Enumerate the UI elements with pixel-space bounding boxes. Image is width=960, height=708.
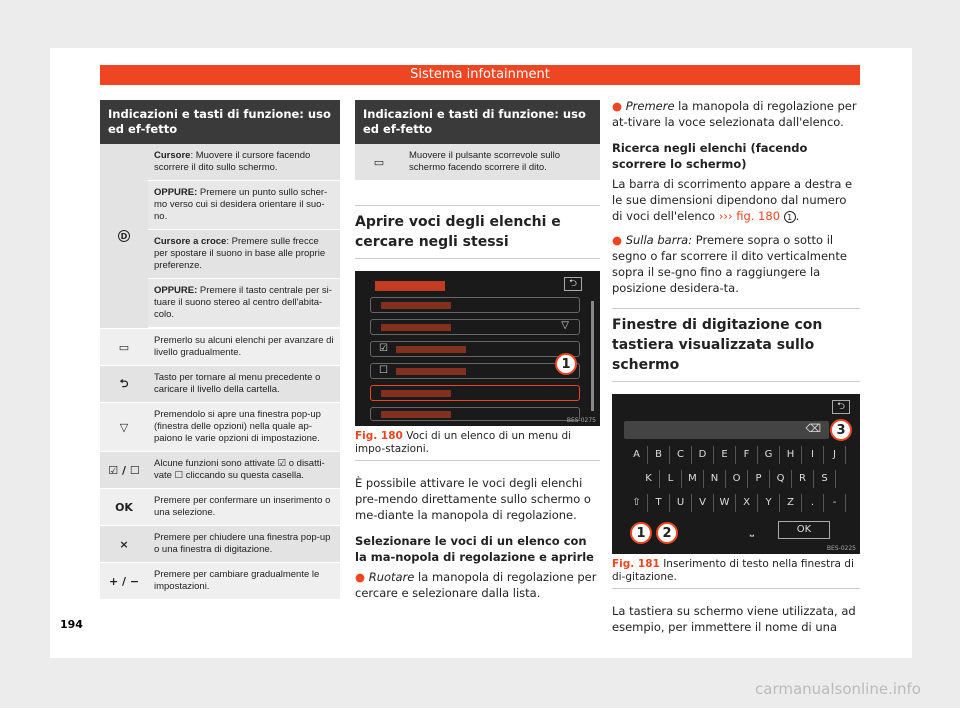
list-item: [370, 407, 580, 421]
list-item: ☑: [370, 341, 580, 357]
sub-item: Cursore: Muovere il cursore facendo scorrere il dito sullo schermo.: [148, 144, 340, 181]
sub-item: OPPURE: Premere il tasto centrale per si-tuare il suono stereo al centro dell'abita-colo.: [148, 279, 340, 328]
figure-caption: Fig. 181 Inserimento di testo nella finestra di di-gitazione.: [612, 554, 860, 589]
paragraph: La barra di scorrimento appare a destra e le sue dimensioni dipendono dal numero di voci dell'elenco ››› fig. 180 1 .: [612, 177, 853, 223]
list-item-selected: [370, 385, 580, 401]
key-U: U: [670, 494, 692, 512]
row-text: Premere per confermare un inserimento o una selezione.: [154, 495, 331, 518]
plus-minus-icon: + / −: [108, 574, 140, 588]
table-row: [100, 526, 340, 563]
key-I: I: [802, 446, 824, 464]
left-table: [100, 100, 340, 600]
key-P: P: [748, 470, 770, 488]
row-text: Premere per cambiare gradualmente le impostazioni.: [154, 569, 320, 592]
sub-item: OPPURE: Premere un punto sullo scher-mo verso cui si desidera orientare il suo-no.: [148, 181, 340, 230]
left-table-title: Indicazioni e tasti di funzione: uso ed ef-fetto: [100, 100, 340, 144]
list-item: ☐: [370, 363, 580, 379]
ok-button: OK: [778, 521, 830, 539]
section-heading: Aprire voci degli elenchi e cercare negli stessi: [355, 205, 600, 259]
checkbox-icon: ☑ / ☐: [108, 463, 140, 477]
back-icon: ⮌: [564, 277, 582, 291]
figure-code: BES-0225: [826, 545, 856, 552]
bullet: ● Premere la manopola di regolazione per at-tivare la voce selezionata dall'elenco.: [612, 99, 857, 129]
key-S: S: [814, 470, 836, 488]
cursor-symbol: [100, 144, 148, 328]
folder-icon: ▭: [118, 340, 130, 354]
section-heading: Finestre di digitazione con tastiera visualizzata sullo schermo: [612, 308, 860, 382]
table-row: [100, 563, 340, 600]
d-icon: D: [118, 230, 130, 242]
key-J: J: [824, 446, 846, 464]
scrollbar: [591, 301, 594, 411]
figure-code: BES-0275: [566, 417, 596, 424]
key-X: X: [736, 494, 758, 512]
key-M: M: [682, 470, 704, 488]
row-text: Premendolo si apre una finestra pop-up (finestra delle opzioni) nella quale ap-paiono le varie opzioni di impostazione.: [154, 409, 321, 444]
key-W: W: [714, 494, 736, 512]
row-text: Premere per chiudere una finestra pop-up o una finestra di digitazione.: [154, 532, 331, 555]
bullet: ● Sulla barra: Premere sopra o sotto il segno o far scorrere il dito verticalmente sopra il se-gno fino a raggiungere la posizione desidera-ta.: [612, 233, 847, 295]
paragraph: È possibile attivare le voci degli elenchi pre-mendo direttamente sullo schermo o me-diante la manopola di regolazione.: [355, 476, 591, 522]
table-row: [100, 366, 340, 403]
row-text: Muovere il pulsante scorrevole sullo schermo facendo scorrere il dito.: [409, 150, 561, 173]
back-icon: ⮌: [119, 376, 129, 390]
key-Z: Z: [780, 494, 802, 512]
key-Y: Y: [758, 494, 780, 512]
space-key: ⎵: [749, 524, 755, 537]
key--: -: [824, 494, 846, 512]
mid-column: [355, 100, 600, 601]
key-⇧: ⇧: [626, 494, 648, 512]
paragraph: La tastiera su schermo viene utilizzata, ad esempio, per immettere il nome di una: [612, 604, 856, 634]
ok-symbol: OK: [115, 500, 133, 514]
back-icon: ⮌: [832, 400, 850, 414]
table-row: [355, 144, 600, 181]
key-Q: Q: [770, 470, 792, 488]
subheading: Selezionare le voci di un elenco con la ma-nopola di regolazione e aprirle: [355, 534, 594, 564]
table-row: [100, 489, 340, 526]
title-bar: [375, 281, 445, 291]
key-T: T: [648, 494, 670, 512]
watermark: carmanualsonline.info: [755, 680, 921, 698]
close-icon: ×: [119, 537, 129, 551]
mid-table-title: Indicazioni e tasti di funzione: uso ed ef-fetto: [355, 100, 600, 144]
key-R: R: [792, 470, 814, 488]
key-E: E: [714, 446, 736, 464]
callout-group: [624, 522, 692, 542]
figure-caption: Fig. 180 Voci di un elenco di un menu di impo-stazioni.: [355, 426, 600, 461]
key-C: C: [670, 446, 692, 464]
bullet: ● Ruotare la manopola di regolazione per cercare e selezionare dalla lista.: [355, 570, 597, 600]
key-F: F: [736, 446, 758, 464]
sub-item: Cursore a croce: Premere sulle frecce per spostare il suono in base alle proprie preferenze.: [148, 230, 340, 279]
page-header: Sistema infotainment: [100, 65, 860, 85]
key-H: H: [780, 446, 802, 464]
table-row: [100, 329, 340, 366]
text-input: ⌫: [624, 421, 829, 439]
table-row: [100, 403, 340, 452]
key-B: B: [648, 446, 670, 464]
subheading: Ricerca negli elenchi (facendo scorrere lo schermo): [612, 141, 808, 171]
key-N: N: [704, 470, 726, 488]
key-V: V: [692, 494, 714, 512]
page-number: 194: [60, 618, 83, 631]
cursor-substack: [148, 144, 340, 328]
key-O: O: [726, 470, 748, 488]
key-L: L: [660, 470, 682, 488]
callout-1: 1: [630, 522, 652, 544]
key-K: K: [638, 470, 660, 488]
right-column: [612, 98, 860, 635]
key-.: .: [802, 494, 824, 512]
list-item: [370, 297, 580, 313]
callout-3: 3: [830, 419, 852, 441]
table-row: [100, 452, 340, 489]
figure-181: [612, 394, 860, 554]
row-text: Premerlo su alcuni elenchi per avanzare di livello gradualmente.: [154, 335, 334, 358]
row-text: Tasto per tornare al menu precedente o caricare il livello della cartella.: [154, 372, 321, 395]
callout-1: 1: [555, 353, 577, 375]
list-item: ▽: [370, 319, 580, 335]
key-A: A: [626, 446, 648, 464]
table-row-cursor: [100, 144, 340, 329]
callout-2: 2: [656, 522, 678, 544]
figure-180: [355, 271, 600, 426]
scrollbar-icon: ▭: [373, 155, 385, 169]
key-G: G: [758, 446, 780, 464]
key-D: D: [692, 446, 714, 464]
row-text: Alcune funzioni sono attivate ☑ o disatti-vate ☐ cliccando su questa casella.: [154, 458, 325, 481]
dropdown-icon: ▽: [119, 420, 129, 434]
